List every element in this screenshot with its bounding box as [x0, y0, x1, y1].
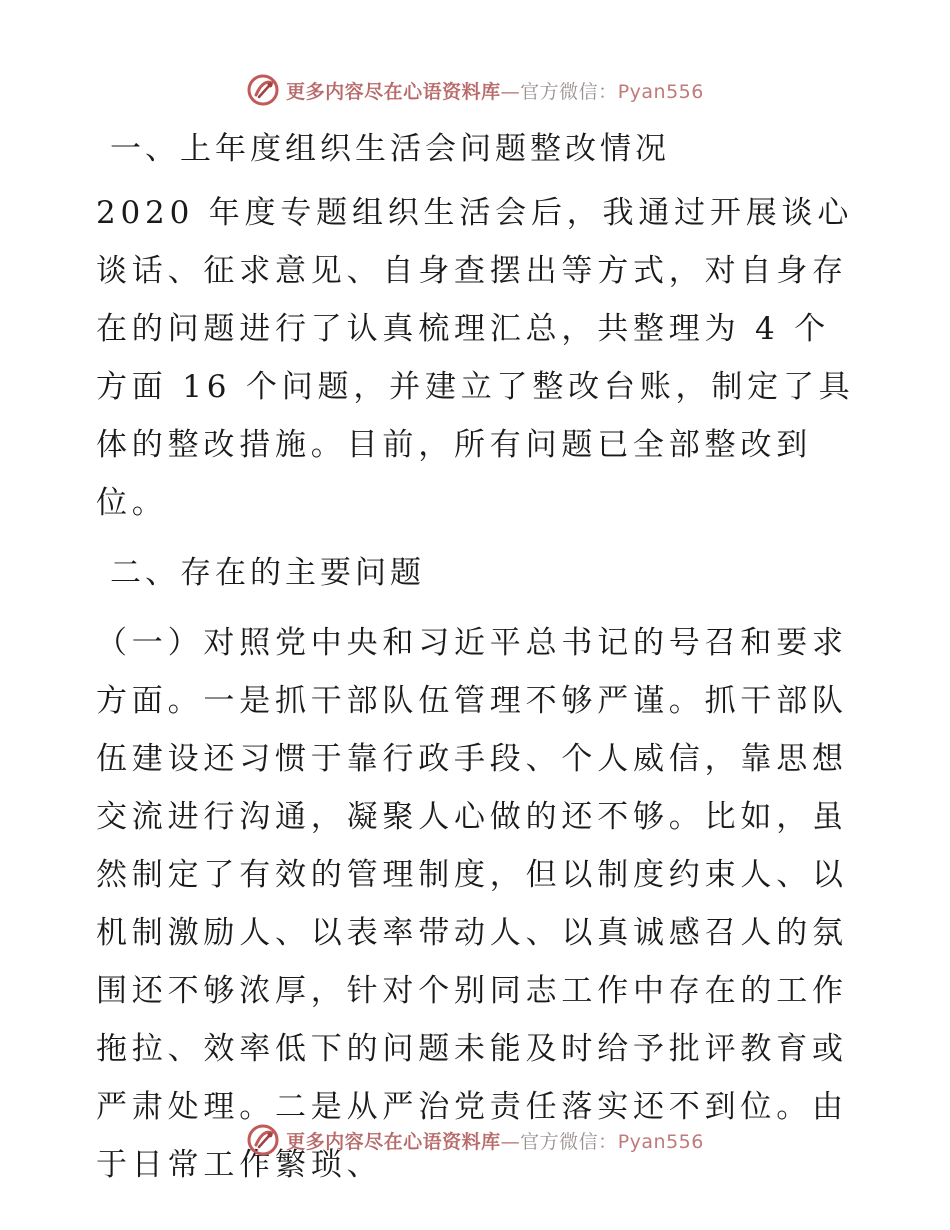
watermark-footer	[0, 1120, 950, 1160]
watermark-separator: —	[500, 1130, 521, 1153]
watermark-text	[286, 1127, 704, 1154]
watermark-wechat-id: Pyan556	[617, 1130, 704, 1153]
paragraph-2: （一）对照党中央和习近平总书记的号召和要求方面。一是抓干部队伍管理不够严谨。抓干部队伍建设还习惯于靠行政手段、个人威信，靠思想交流进行沟通，凝聚人心做的还不够。比如，虽然制定了有效的管理制度，但以制度约束人、以机制激励人、以表率带动人、以真诚感召人的氛围还不够浓厚，针对个别同志工作中存在的工作拖拉、效率低下的问题未能及时给予批评教育或严肃处理。二是从严治党责任落实还不到位。由于日常工作繁琐、	[96, 625, 848, 1183]
watermark-wechat-id: Pyan556	[617, 80, 704, 103]
watermark-wechat-label: 官方微信：	[520, 1130, 618, 1153]
watermark-brand: 更多内容尽在心语资料库	[286, 80, 501, 103]
watermark-wechat-label: 官方微信：	[520, 80, 618, 103]
section-heading-1: 一、上年度组织生活会问题整改情况	[110, 131, 670, 167]
watermark-brand: 更多内容尽在心语资料库	[286, 1130, 501, 1153]
section-heading-2: 二、存在的主要问题	[110, 555, 425, 591]
watermark-header	[0, 70, 950, 110]
brand-logo-icon	[246, 73, 280, 107]
brand-logo-icon	[246, 1123, 280, 1157]
document-body	[96, 120, 856, 1194]
watermark-text	[286, 77, 704, 104]
paragraph-1: 2020 年度专题组织生活会后，我通过开展谈心谈话、征求意见、自身查摆出等方式，对自身存在的问题进行了认真梳理汇总，共整理为 4 个方面 16 个问题，并建立了整改台账，制定了具体的整改措施。目前，所有问题已全部整改到位。	[96, 195, 855, 521]
watermark-separator: —	[500, 80, 521, 103]
